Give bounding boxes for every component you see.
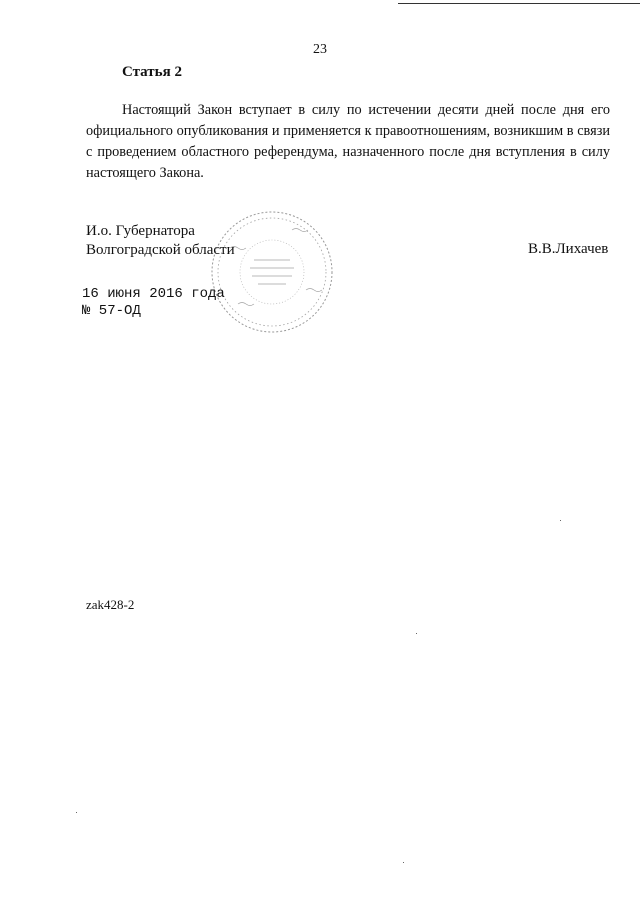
scan-speck [76, 812, 77, 813]
official-seal-icon [208, 208, 336, 336]
document-code: zak428-2 [86, 597, 135, 612]
signer-position-line2: Волгоградской области [86, 242, 235, 258]
registration-date: 16 июня 2016 года [82, 286, 225, 302]
scan-speck [403, 862, 404, 863]
top-rule [398, 3, 640, 4]
scan-speck [560, 520, 561, 521]
registration-number: № 57-ОД [82, 303, 141, 319]
registration-block [82, 286, 225, 320]
article-title: Статья 2 [122, 64, 182, 80]
scan-speck [416, 633, 417, 634]
signer-name: В.В.Лихачев [528, 241, 609, 257]
article-body: Настоящий Закон вступает в силу по истечении десяти дней после дня его официального опубликования и применяется к правоотношениям, возникшим в связи с проведением областного референдума, назначенного после дня вступления в силу настоящего Закона. [86, 102, 610, 181]
signer-position-line1: И.о. Губернатора [86, 223, 195, 239]
page-number: 23 [313, 42, 327, 57]
